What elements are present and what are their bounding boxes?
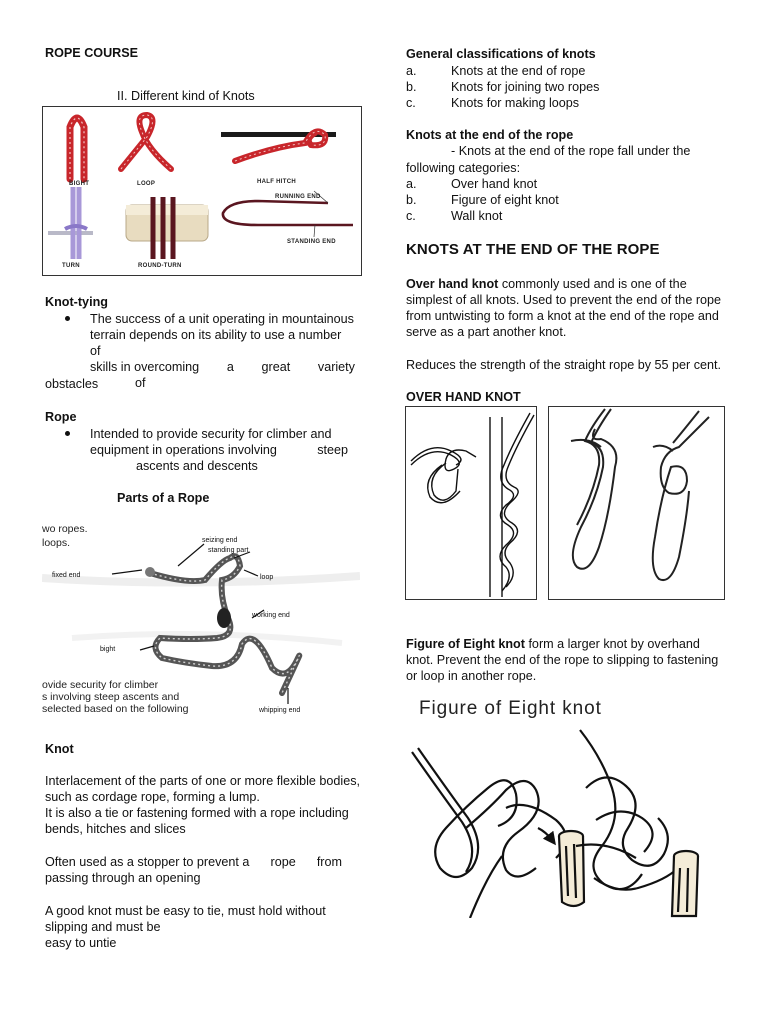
text-line: such as cordage rope, forming a lump. xyxy=(45,790,260,804)
text-word: from xyxy=(316,855,342,869)
justified-line xyxy=(90,359,355,375)
cropped-text: loops. xyxy=(42,537,71,549)
list-text: Wall knot xyxy=(451,209,503,223)
rope-parts-figure xyxy=(42,518,360,718)
list-text: Knots for making loops xyxy=(451,96,580,110)
text-word: commonly used and is one of the xyxy=(501,277,687,291)
text-line: passing through an opening xyxy=(45,871,201,885)
label-round-turn: ROUND-TURN xyxy=(138,263,182,269)
text-word: form a larger knot by overhand xyxy=(528,637,700,651)
figure-eight-description xyxy=(406,636,718,684)
figure-eight-figure xyxy=(406,728,718,918)
text-line: It is also a tie or fastening formed with a rope including xyxy=(45,806,349,820)
knot-tying-bullet xyxy=(90,311,355,391)
overhand-knot-illustration xyxy=(406,407,536,599)
list-text: Knots for joining two ropes xyxy=(451,80,600,94)
list-marker: a. xyxy=(406,177,417,191)
label-loop: LOOP xyxy=(137,181,156,187)
text-line: A good knot must be easy to tie, must hold without xyxy=(45,904,326,918)
list-text: Knots at the end of rope xyxy=(451,64,586,78)
section-heading: KNOTS AT THE END OF THE ROPE xyxy=(406,241,660,258)
text-line: bends, hitches and slices xyxy=(45,822,186,836)
list-text: Figure of eight knot xyxy=(451,193,559,207)
label-fixed-end: fixed end xyxy=(52,572,81,579)
text-line: ascents and descents xyxy=(136,459,258,473)
cropped-text: ovide security for climber xyxy=(42,679,159,691)
rope-heading: Rope xyxy=(45,410,77,424)
label-loop: loop xyxy=(260,574,274,581)
label-bight: bight xyxy=(100,646,116,653)
label-turn: TURN xyxy=(62,263,80,269)
overhand-loop-illustration xyxy=(549,407,724,599)
list-item xyxy=(406,192,559,208)
text-line: The success of a unit operating in mountainous xyxy=(90,312,354,326)
knot-definition xyxy=(45,773,360,837)
knot-stopper xyxy=(45,854,342,886)
label-working-end: working end xyxy=(252,612,290,619)
term: Figure of Eight knot xyxy=(406,637,525,651)
list-item xyxy=(406,95,579,111)
parts-heading: Parts of a Rope xyxy=(117,491,210,505)
round-turn-rope xyxy=(126,197,208,259)
turn-rope xyxy=(48,187,93,259)
text-word: variety xyxy=(317,360,355,374)
end-of-rope-heading: Knots at the end of the rope xyxy=(406,128,574,142)
knot-terms-figure xyxy=(42,106,362,276)
list-marker: b. xyxy=(406,193,417,207)
list-item xyxy=(406,208,502,224)
knot-tying-continuation: obstacles xyxy=(45,377,99,391)
knots-caption: II. Different kind of Knots xyxy=(117,89,255,103)
text-line: from untwisting to form a knot at the end of the rope and xyxy=(406,309,719,323)
text-word: a xyxy=(226,360,234,374)
rope-bullet xyxy=(90,426,348,474)
term: Over hand knot xyxy=(406,277,499,291)
figure-eight-title: Figure of Eight knot xyxy=(419,698,602,719)
text-line xyxy=(406,276,721,292)
text-line: knot. Prevent the end of the rope to slipping to fastening xyxy=(406,653,719,667)
knot-tying-heading: Knot-tying xyxy=(45,295,108,309)
overhand-figure-right xyxy=(548,406,725,600)
label-half-hitch: HALF HITCH xyxy=(257,179,296,185)
list-item xyxy=(406,79,599,95)
list-item xyxy=(406,63,585,79)
justified-line xyxy=(45,854,342,870)
label-running-end: RUNNING END xyxy=(275,194,321,200)
half-hitch-rope xyxy=(221,131,336,161)
list-marker: b. xyxy=(406,80,417,94)
figure-eight-illustration xyxy=(406,728,718,918)
knot-qualities xyxy=(45,903,326,951)
label-bight: BIGHT xyxy=(69,181,90,187)
end-of-rope-line2: following categories: xyxy=(406,161,521,175)
cropped-text: s involving steep ascents and xyxy=(42,691,180,703)
text-line: easy to untie xyxy=(45,936,117,950)
text-word: skills in overcoming xyxy=(90,360,200,374)
list-marker: c. xyxy=(406,209,416,223)
text-line: Interlacement of the parts of one or more flexible bodies, xyxy=(45,774,361,788)
label-whipping-end: whipping end xyxy=(259,707,301,714)
text-line xyxy=(406,636,718,652)
text-word: great xyxy=(261,360,291,374)
label-seizing-end: seizing end xyxy=(202,537,238,544)
knot-terms-illustration xyxy=(43,107,361,275)
text-line: slipping and must be xyxy=(45,920,161,934)
text-line: simplest of all knots. Used to prevent the end of the rope xyxy=(406,293,722,307)
list-item xyxy=(406,176,537,192)
text-line: serve as a part another knot. xyxy=(406,325,567,339)
text-word: steep xyxy=(317,443,348,457)
text-word: Often used as a stopper to prevent a xyxy=(45,855,250,869)
text-line: terrain depends on its ability to use a number of xyxy=(90,328,342,358)
text-line: or loop in another rope. xyxy=(406,669,537,683)
overhand-description xyxy=(406,276,721,340)
text-word: equipment in operations involving xyxy=(90,443,277,457)
bullet-dot xyxy=(65,316,70,321)
cropped-text: selected based on the following xyxy=(42,703,189,715)
list-marker: c. xyxy=(406,96,416,110)
text-word: rope xyxy=(270,855,296,869)
bullet-dot xyxy=(65,431,70,436)
end-of-rope-line1: - Knots at the end of the rope fall under the xyxy=(451,144,691,158)
course-title: ROPE COURSE xyxy=(45,46,139,60)
knot-heading: Knot xyxy=(45,742,74,756)
list-text: Over hand knot xyxy=(451,177,538,191)
cropped-text: wo ropes. xyxy=(42,523,88,535)
loop-rope xyxy=(121,115,171,169)
label-standing-part: standing part xyxy=(208,547,249,554)
label-standing-end: STANDING END xyxy=(287,239,336,245)
overhand-figure-left xyxy=(405,406,537,600)
justified-line xyxy=(90,442,348,458)
general-classifications-heading: General classifications of knots xyxy=(406,47,596,61)
strength-note: Reduces the strength of the straight rope by 55 per cent. xyxy=(406,358,722,372)
bight-rope xyxy=(70,118,84,179)
overhand-heading: OVER HAND KNOT xyxy=(406,389,536,407)
text-line: of xyxy=(135,376,146,390)
text-line: Intended to provide security for climber and xyxy=(90,427,332,441)
rope-parts-illustration xyxy=(42,518,360,718)
list-marker: a. xyxy=(406,64,417,78)
